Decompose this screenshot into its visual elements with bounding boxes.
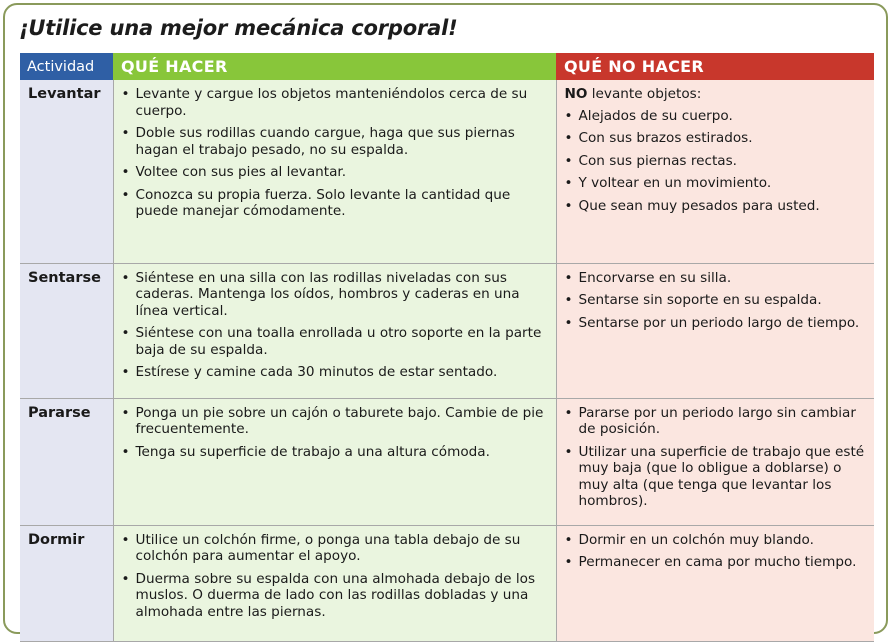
activity-cell: Sentarse bbox=[20, 263, 113, 398]
activity-cell: Dormir bbox=[20, 525, 113, 641]
list-item: • Estírese y camine cada 30 minutos de estar sentado. bbox=[122, 364, 548, 381]
list-item: • Alejados de su cuerpo. bbox=[565, 108, 867, 125]
table-row bbox=[20, 398, 874, 525]
list-item: • Permanecer en cama por mucho tiempo. bbox=[565, 554, 867, 571]
table-row bbox=[20, 80, 874, 263]
table-header-row bbox=[20, 53, 874, 80]
list-item: • Sentarse sin soporte en su espalda. bbox=[565, 292, 867, 309]
dont-cell bbox=[556, 525, 874, 641]
do-cell bbox=[113, 263, 556, 398]
list-item: • Doble sus rodillas cuando cargue, haga que sus piernas hagan el trabajo pesado, no su espalda. bbox=[122, 125, 548, 158]
list-item: • Utilizar una superficie de trabajo que esté muy baja (que lo obligue a doblarse) o muy alta (que tenga que levantar los hombros). bbox=[565, 444, 867, 510]
list-item: • Sentarse por un periodo largo de tiempo. bbox=[565, 315, 867, 332]
page-title: ¡Utilice una mejor mecánica corporal! bbox=[19, 16, 458, 40]
dont-cell bbox=[556, 398, 874, 525]
body-mechanics-table bbox=[20, 53, 874, 642]
dont-intro bbox=[565, 86, 867, 103]
list-item: • Con sus piernas rectas. bbox=[565, 153, 867, 170]
dont-cell bbox=[556, 263, 874, 398]
header-dont: QUÉ NO HACER bbox=[556, 53, 874, 80]
list-item: • Pararse por un periodo largo sin cambiar de posición. bbox=[565, 405, 867, 438]
list-item: • Con sus brazos estirados. bbox=[565, 130, 867, 147]
list-item: • Utilice un colchón firme, o ponga una tabla debajo de su colchón para aumentar el apoyo. bbox=[122, 532, 548, 565]
table-row bbox=[20, 525, 874, 641]
activity-cell: Levantar bbox=[20, 80, 113, 263]
list-item: • Tenga su superficie de trabajo a una altura cómoda. bbox=[122, 444, 548, 461]
list-item: • Conozca su propia fuerza. Solo levante la cantidad que puede manejar cómodamente. bbox=[122, 187, 548, 220]
list-item: • Levante y cargue los objetos manteniéndolos cerca de su cuerpo. bbox=[122, 86, 548, 119]
dont-intro-text: levante objetos: bbox=[587, 86, 702, 102]
do-cell bbox=[113, 398, 556, 525]
list-item: • Ponga un pie sobre un cajón o taburete bajo. Cambie de pie frecuentemente. bbox=[122, 405, 548, 438]
do-cell bbox=[113, 525, 556, 641]
header-do: QUÉ HACER bbox=[113, 53, 556, 80]
activity-cell: Pararse bbox=[20, 398, 113, 525]
list-item: • Que sean muy pesados para usted. bbox=[565, 198, 867, 215]
list-item: • Dormir en un colchón muy blando. bbox=[565, 532, 867, 549]
list-item: • Duerma sobre su espalda con una almohada debajo de los muslos. O duerma de lado con las rodillas dobladas y una almohada entre las piernas. bbox=[122, 571, 548, 621]
dont-cell bbox=[556, 80, 874, 263]
list-item: • Encorvarse en su silla. bbox=[565, 270, 867, 287]
list-item: • Voltee con sus pies al levantar. bbox=[122, 164, 548, 181]
list-item: • Siéntese con una toalla enrollada u otro soporte en la parte baja de su espalda. bbox=[122, 325, 548, 358]
list-item: • Y voltear en un movimiento. bbox=[565, 175, 867, 192]
list-item: • Siéntese en una silla con las rodillas niveladas con sus caderas. Mantenga los oídos, hombros y caderas en una línea vertical. bbox=[122, 270, 548, 320]
dont-intro-bold: NO bbox=[564, 86, 588, 102]
table-row bbox=[20, 263, 874, 398]
do-cell bbox=[113, 80, 556, 263]
header-activity: Actividad bbox=[20, 53, 113, 80]
